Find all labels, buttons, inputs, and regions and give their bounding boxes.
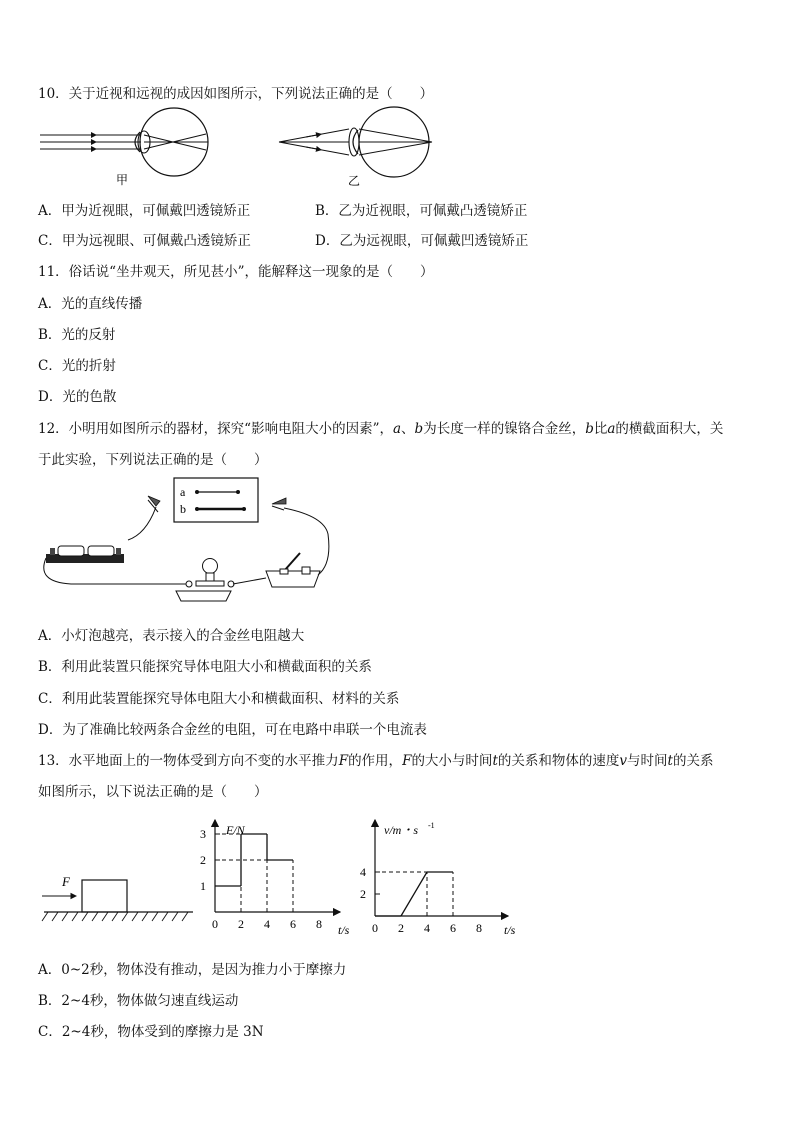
q10-option-a: A．甲为近视眼，可佩戴凹透镜矫正 [38,203,251,219]
y-axis-label: F/N [226,823,245,837]
q10-option-c: C．甲为远视眼、可佩戴凸透镜矫正 [38,233,251,249]
fig-label-jia: 甲 [116,173,129,187]
wire-a-label: a [180,485,186,499]
y-axis-label: v/m・s [384,823,418,837]
q11-option-d: D．光的色散 [38,389,117,405]
alloy-wire-board [174,478,258,522]
x-tick-label: 2 [238,917,244,931]
q11-option-b: B．光的反射 [38,327,116,343]
force-label: F [62,874,70,889]
q13-block-figure [38,868,198,928]
q10-stem: 10．关于近视和远视的成因如图所示，下列说法正确的是（ ） [38,86,434,102]
bulb-on-base [176,559,234,602]
x-tick-label: 8 [476,921,482,935]
right-alligator-clip [272,498,286,510]
q13-stem-line2: 如图所示，以下说法正确的是（ ） [38,784,268,800]
q11-stem: 11．俗话说“坐井观天，所见甚小”，能解释这一现象的是（ ） [38,264,434,280]
x-axis-label: t/s [504,923,516,937]
x-tick-label: 4 [424,921,430,935]
q12-option-b: B．利用此装置只能探究导体电阻大小和横截面积的关系 [38,659,372,675]
q11-option-a: A．光的直线传播 [38,296,143,312]
fig-label-yi: 乙 [348,174,361,188]
x-tick-label: 8 [316,917,322,931]
x-tick-label: 0 [372,921,378,935]
q12-stem-line1: 12．小明用如图所示的器材，探究“影响电阻大小的因素”，a、b为长度一样的镍铬合金丝，b比a的横截面积大，关 [38,421,724,437]
data-segment [401,872,427,916]
q12-stem-line2: 于此实验，下列说法正确的是（ ） [38,452,268,468]
y-tick-label: 1 [200,879,206,893]
q10-option-b: B．乙为近视眼，可佩戴凸透镜矫正 [315,203,528,219]
block [82,880,127,912]
q12-option-c: C．利用此装置能探究导体电阻大小和横截面积、材料的关系 [38,691,400,707]
q12-option-a: A．小灯泡越亮，表示接入的合金丝电阻越大 [38,628,305,644]
ground-hatch [42,912,188,921]
eye-diagram-jia [40,108,208,187]
q12-option-d: D．为了准确比较两条合金丝的电阻，可在电路中串联一个电流表 [38,722,427,738]
y-tick-label: 2 [200,853,206,867]
left-alligator-clip [148,496,160,512]
x-tick-label: 4 [264,917,270,931]
q12-circuit-figure [36,474,346,606]
x-tick-label: 2 [398,921,404,935]
x-tick-label: 6 [290,917,296,931]
q13-stem-line1: 13．水平地面上的一物体受到方向不变的水平推力F的作用，F的大小与时间t的关系和物体的速度v与时间t的关系 [38,753,714,769]
force-time-chart [190,812,360,944]
q11-option-c: C．光的折射 [38,358,116,374]
q13-option-c: C．2~4秒，物体受到的摩擦力是 3N [38,1024,264,1040]
knife-switch [266,553,320,587]
x-axis-label: t/s [338,923,350,937]
q10-eye-figures [36,102,456,192]
y-axis-label-superscript: -1 [428,821,435,830]
velocity-time-chart [358,812,533,944]
x-tick-label: 0 [212,917,218,931]
y-tick-label: 3 [200,827,206,841]
wire-b-label: b [180,502,186,516]
battery-pack [46,546,124,563]
q13-option-b: B．2~4秒，物体做匀速直线运动 [38,993,239,1009]
q10-option-d: D．乙为远视眼，可佩戴凹透镜矫正 [315,233,529,249]
eye-diagram-yi [279,107,432,188]
y-tick-label: 4 [360,865,366,879]
q13-option-a: A．0~2秒，物体没有推动，是因为推力小于摩擦力 [38,962,347,978]
x-tick-label: 6 [450,921,456,935]
y-tick-label: 2 [360,887,366,901]
